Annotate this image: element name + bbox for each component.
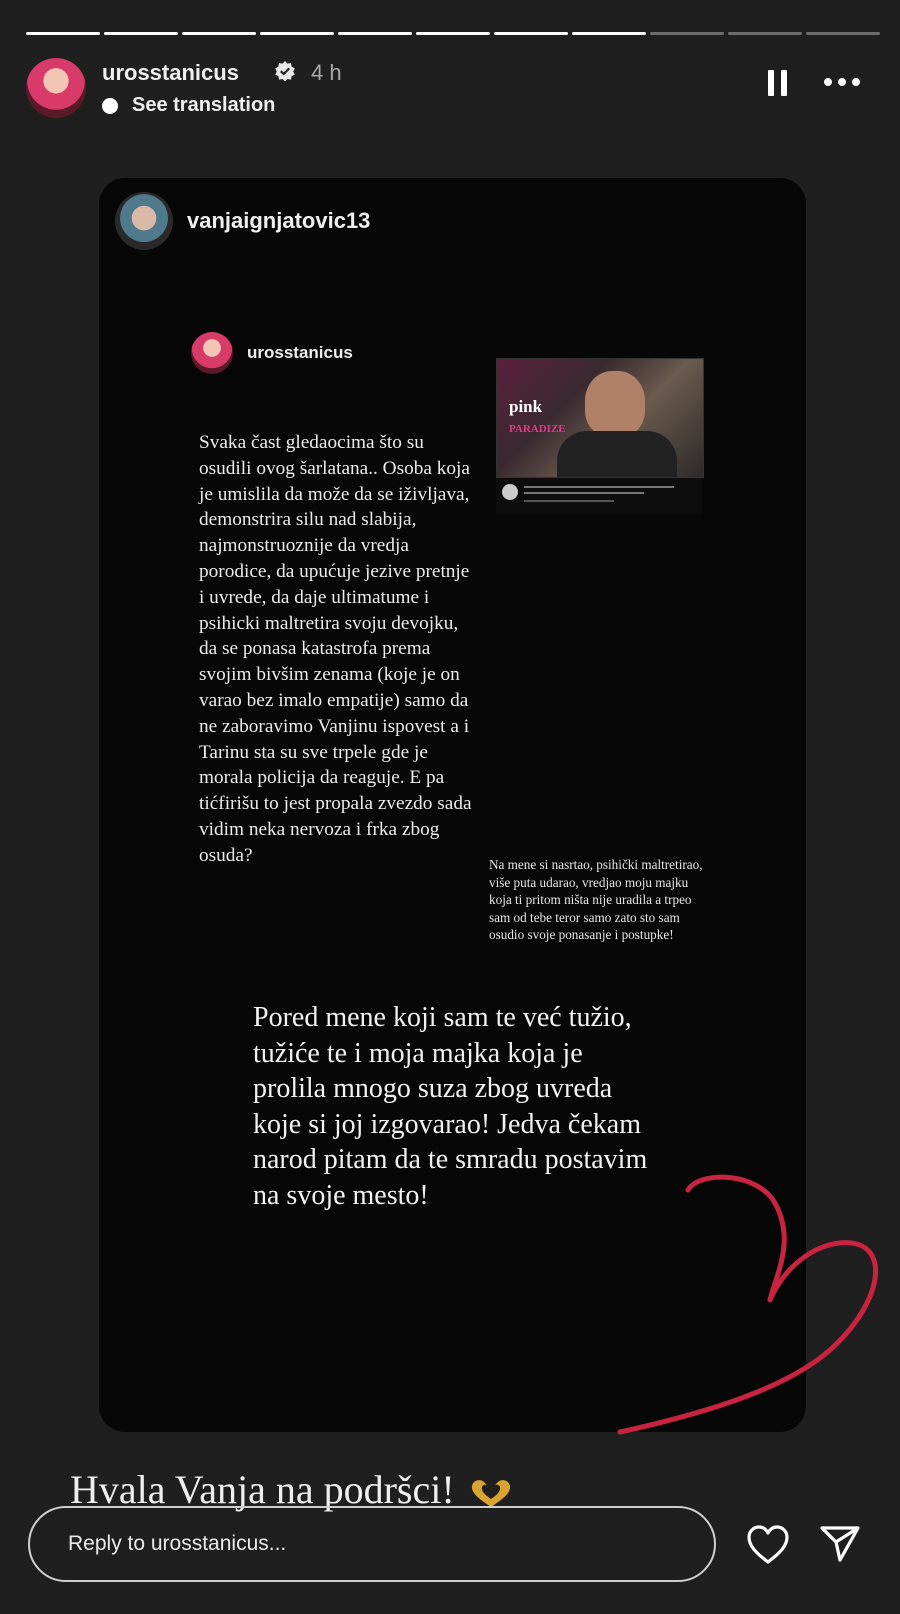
- repost-side-text: Na mene si nasrtao, psihički maltretirao, više puta udarao, vredjao moju majku koja ti pritom ništa nije uradila a trpeo sam od tebe teror samo zato sto sam osudio svoje ponasanje i postupke!: [489, 857, 703, 942]
- progress-segment: [26, 32, 100, 35]
- thumb-logo-sub: PARADIZE: [509, 423, 566, 435]
- progress-segment: [494, 32, 568, 35]
- story-timestamp: 4 h: [311, 60, 342, 85]
- more-icon-dot: [838, 78, 846, 86]
- heart-icon[interactable]: [746, 1524, 790, 1566]
- progress-segment: [182, 32, 256, 35]
- more-icon-dot: [852, 78, 860, 86]
- more-options-button[interactable]: [824, 78, 860, 86]
- progress-segment: [104, 32, 178, 35]
- see-translation-label: See translation: [132, 94, 276, 116]
- avatar[interactable]: [26, 58, 86, 118]
- progress-segment: [416, 32, 490, 35]
- story-overlay-text: Pored mene koji sam te već tužio, tužiće te i moja majka koja je prolila mnogo suza zbog uvreda koje si joj izgovarao! Jedva čekam narod pitam da te smradu postavim na svoje mesto!: [253, 1002, 648, 1211]
- translate-icon: [102, 98, 118, 114]
- pause-button[interactable]: [768, 70, 788, 96]
- progress-segment: [260, 32, 334, 35]
- verified-badge-icon: [275, 61, 295, 81]
- avatar: [191, 332, 233, 374]
- repost-header: [191, 332, 353, 374]
- thumbnail-caption: [496, 478, 702, 514]
- send-icon[interactable]: [818, 1522, 862, 1566]
- reply-placeholder: Reply to urosstanicus...: [68, 1532, 287, 1555]
- progress-segment: [572, 32, 646, 35]
- caption-text: Hvala Vanja na podršci!: [70, 1467, 455, 1512]
- card-username[interactable]: vanjaignjatovic13: [187, 208, 371, 233]
- story-username[interactable]: urosstanicus: [102, 60, 239, 85]
- thumb-logo: pink: [509, 397, 543, 416]
- progress-segment: [728, 32, 802, 35]
- progress-segment: [806, 32, 880, 35]
- story-progress-bar: [26, 32, 880, 35]
- progress-segment: [650, 32, 724, 35]
- avatar[interactable]: [115, 192, 173, 250]
- card-header: [115, 192, 370, 250]
- repost-main-text: Svaka čast gledaocima što su osudili ovog šarlatana.. Osoba koja je umislila da može da se iživljava, demonstrira silu nad slabija, najmonstruoznije da vredja porodice, da upućuje jezive pretnje i uvrede, da daje ultimatume i psihicki maltretira svoju devojku, da se ponasa katastrofa prema svojim bivšim zenama (koje je on varao bez imalo empatije) samo da ne zaboravimo Vanjinu ispovest a i Tarinu sta su sve trpele gde je morala policija da reaguje. E pa tićfirišu to jest propala zvezdo sada vidim neka nervoza i frka zbog osuda?: [199, 432, 472, 866]
- video-thumbnail: [496, 358, 704, 478]
- shared-post-card[interactable]: [99, 178, 806, 1432]
- reply-input[interactable]: [28, 1506, 716, 1582]
- more-icon-dot: [824, 78, 832, 86]
- repost-username: urosstanicus: [247, 343, 353, 362]
- progress-segment: [338, 32, 412, 35]
- story-header: [26, 58, 880, 118]
- see-translation-button[interactable]: [102, 94, 275, 117]
